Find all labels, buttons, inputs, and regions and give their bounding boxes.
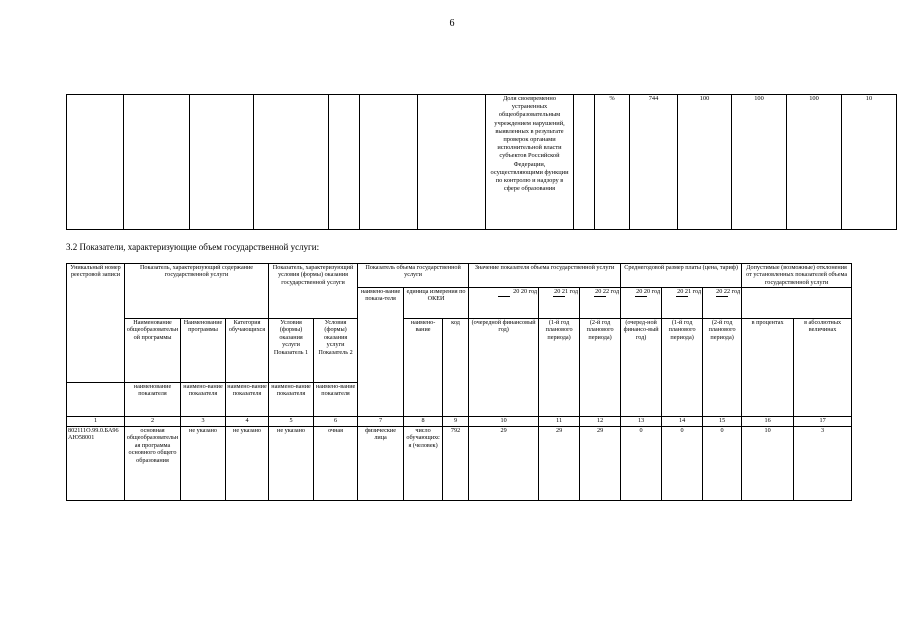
column-number: 13 xyxy=(621,417,662,427)
volume-indicator-table xyxy=(66,263,852,501)
header-conditions-indicator: Показатель, характеризующий условия (формы) оказания государственной услуги xyxy=(269,264,358,319)
header-condition-1: Условия (формы) оказания услуги Показатель 1 xyxy=(269,319,314,383)
sub-header-indicator-name: наимено-вание показателя xyxy=(314,383,358,417)
deviation-absolute-cell: 3 xyxy=(794,427,852,501)
year-underline xyxy=(635,296,647,297)
header-first-plan-year: (1-й год планового периода) xyxy=(539,319,580,417)
student-category-cell: не указано xyxy=(226,427,269,501)
header-unit-code: код xyxy=(443,319,469,417)
value-year2-cell: 100 xyxy=(732,95,787,230)
column-number: 11 xyxy=(539,417,580,427)
blank-cell xyxy=(418,95,486,230)
header-registry-number: Уникальный номер реестровой записи xyxy=(67,264,125,383)
fee-2021-cell: 0 xyxy=(662,427,703,501)
condition-1-cell: не указано xyxy=(269,427,314,501)
header-row xyxy=(67,319,852,383)
year-underline xyxy=(594,296,606,297)
header-measure-unit: единица измерения по ОКЕИ xyxy=(404,288,469,319)
program-name-cell: не указано xyxy=(181,427,226,501)
header-student-category: Категория обучающихся xyxy=(226,319,269,383)
page-number: 6 xyxy=(449,18,455,29)
blank-cell xyxy=(742,288,852,319)
value-year1-cell: 100 xyxy=(678,95,732,230)
indicator-name-cell: физические лица xyxy=(358,427,404,501)
table-row xyxy=(67,427,852,501)
header-second-plan-year: (2-й год планового периода) xyxy=(580,319,621,417)
column-number-row xyxy=(67,417,852,427)
header-condition-2: Условия (формы) оказания услуги Показатель 2 xyxy=(314,319,358,383)
header-content-indicator: Показатель, характеризующий содержание государственной услуги xyxy=(125,264,269,319)
blank-cell xyxy=(574,95,595,230)
header-volume-values: Значение показателя объема государственной услуги xyxy=(469,264,621,288)
sub-header-indicator-name: наимено-вание показателя xyxy=(181,383,226,417)
unit-code-cell: 792 xyxy=(443,427,469,501)
header-current-fin-year: (очередной финансовый год) xyxy=(469,319,539,417)
deviation-percent-cell: 10 xyxy=(842,95,897,230)
header-deviation-percent: в процентах xyxy=(742,319,794,417)
year-underline xyxy=(498,296,510,297)
header-deviation-absolute: в абсолютных величинах xyxy=(794,319,852,417)
header-year-2021 xyxy=(539,288,580,319)
blank-cell xyxy=(124,95,190,230)
header-program-name: Наименование программы xyxy=(181,319,226,383)
year-label: 20 21 год xyxy=(554,288,579,295)
column-number: 16 xyxy=(742,417,794,427)
blank-cell xyxy=(67,95,124,230)
column-number: 9 xyxy=(443,417,469,427)
column-number: 2 xyxy=(125,417,181,427)
header-indicator-name: наимено-вание показа-теля xyxy=(358,288,404,417)
sub-header-indicator-name: наимено-вание показателя xyxy=(226,383,269,417)
unit-name-cell: число обучающихся (человек) xyxy=(404,427,443,501)
blank-cell xyxy=(329,95,360,230)
unit-cell: % xyxy=(595,95,630,230)
header-row xyxy=(67,264,852,288)
year-underline xyxy=(676,296,688,297)
year-label: 20 20 год xyxy=(636,288,661,295)
sub-header-indicator-name: наимено-вание показателя xyxy=(269,383,314,417)
deviation-percent-cell: 10 xyxy=(742,427,794,501)
header-volume-indicator: Показатель объема государственной услуги xyxy=(358,264,469,288)
column-number: 7 xyxy=(358,417,404,427)
value-2021-cell: 29 xyxy=(539,427,580,501)
sub-header-indicator-name: наименование показателя xyxy=(125,383,181,417)
year-label: 20 22 год xyxy=(716,288,741,295)
okei-code-cell: 744 xyxy=(630,95,678,230)
column-number: 5 xyxy=(269,417,314,427)
header-average-fee: Среднегодовой размер платы (цена, тариф) xyxy=(621,264,742,288)
header-fee-second-plan-year: (2-й год планового периода) xyxy=(703,319,742,417)
program-type-cell: основная общеобразовательная программа основного общего образования xyxy=(125,427,181,501)
header-fee-year-2021 xyxy=(662,288,703,319)
column-number: 10 xyxy=(469,417,539,427)
header-program-type: Наименование общеобразовательной программы xyxy=(125,319,181,383)
blank-cell xyxy=(360,95,418,230)
blank-cell xyxy=(254,95,329,230)
year-underline xyxy=(553,296,565,297)
year-label: 20 20 год xyxy=(513,288,538,295)
column-number: 6 xyxy=(314,417,358,427)
header-fee-year-2020 xyxy=(621,288,662,319)
header-unit-name: наимено-вание xyxy=(404,319,443,417)
value-2022-cell: 29 xyxy=(580,427,621,501)
column-number: 12 xyxy=(580,417,621,427)
header-year-2020 xyxy=(469,288,539,319)
quality-indicator-name: Доля своевременно устраненных общеобразовательным учреждением нарушений, выявленных в результате проверок органами исполнительной власти субъектов Российской Федерации, осуществляющими функции по контролю и надзору в сфере образования xyxy=(486,95,574,230)
blank-cell xyxy=(67,383,125,417)
quality-indicator-table-continuation xyxy=(66,94,897,230)
year-label: 20 22 год xyxy=(595,288,620,295)
column-number: 15 xyxy=(703,417,742,427)
year-label: 20 21 год xyxy=(677,288,702,295)
header-fee-current-fin-year: (очеред-ной финансо-вый год) xyxy=(621,319,662,417)
column-number: 17 xyxy=(794,417,852,427)
header-fee-year-2022 xyxy=(703,288,742,319)
header-year-2022 xyxy=(580,288,621,319)
year-underline xyxy=(716,296,728,297)
registry-number-cell: 802111О.99.0.БА96АЮ58001 xyxy=(67,427,125,501)
value-year3-cell: 100 xyxy=(787,95,842,230)
column-number: 4 xyxy=(226,417,269,427)
header-allowed-deviation: Допустимые (возможные) отклонения от установленных показателей объема государственной услуги xyxy=(742,264,852,288)
condition-2-cell: очная xyxy=(314,427,358,501)
column-number: 3 xyxy=(181,417,226,427)
column-number: 1 xyxy=(67,417,125,427)
column-number: 8 xyxy=(404,417,443,427)
fee-2022-cell: 0 xyxy=(703,427,742,501)
value-2020-cell: 29 xyxy=(469,427,539,501)
header-fee-first-plan-year: (1-й год планового периода) xyxy=(662,319,703,417)
section-heading: 3.2 Показатели, характеризующие объем государственной услуги: xyxy=(66,242,320,252)
blank-cell xyxy=(190,95,254,230)
table-row xyxy=(67,95,897,230)
fee-2020-cell: 0 xyxy=(621,427,662,501)
column-number: 14 xyxy=(662,417,703,427)
